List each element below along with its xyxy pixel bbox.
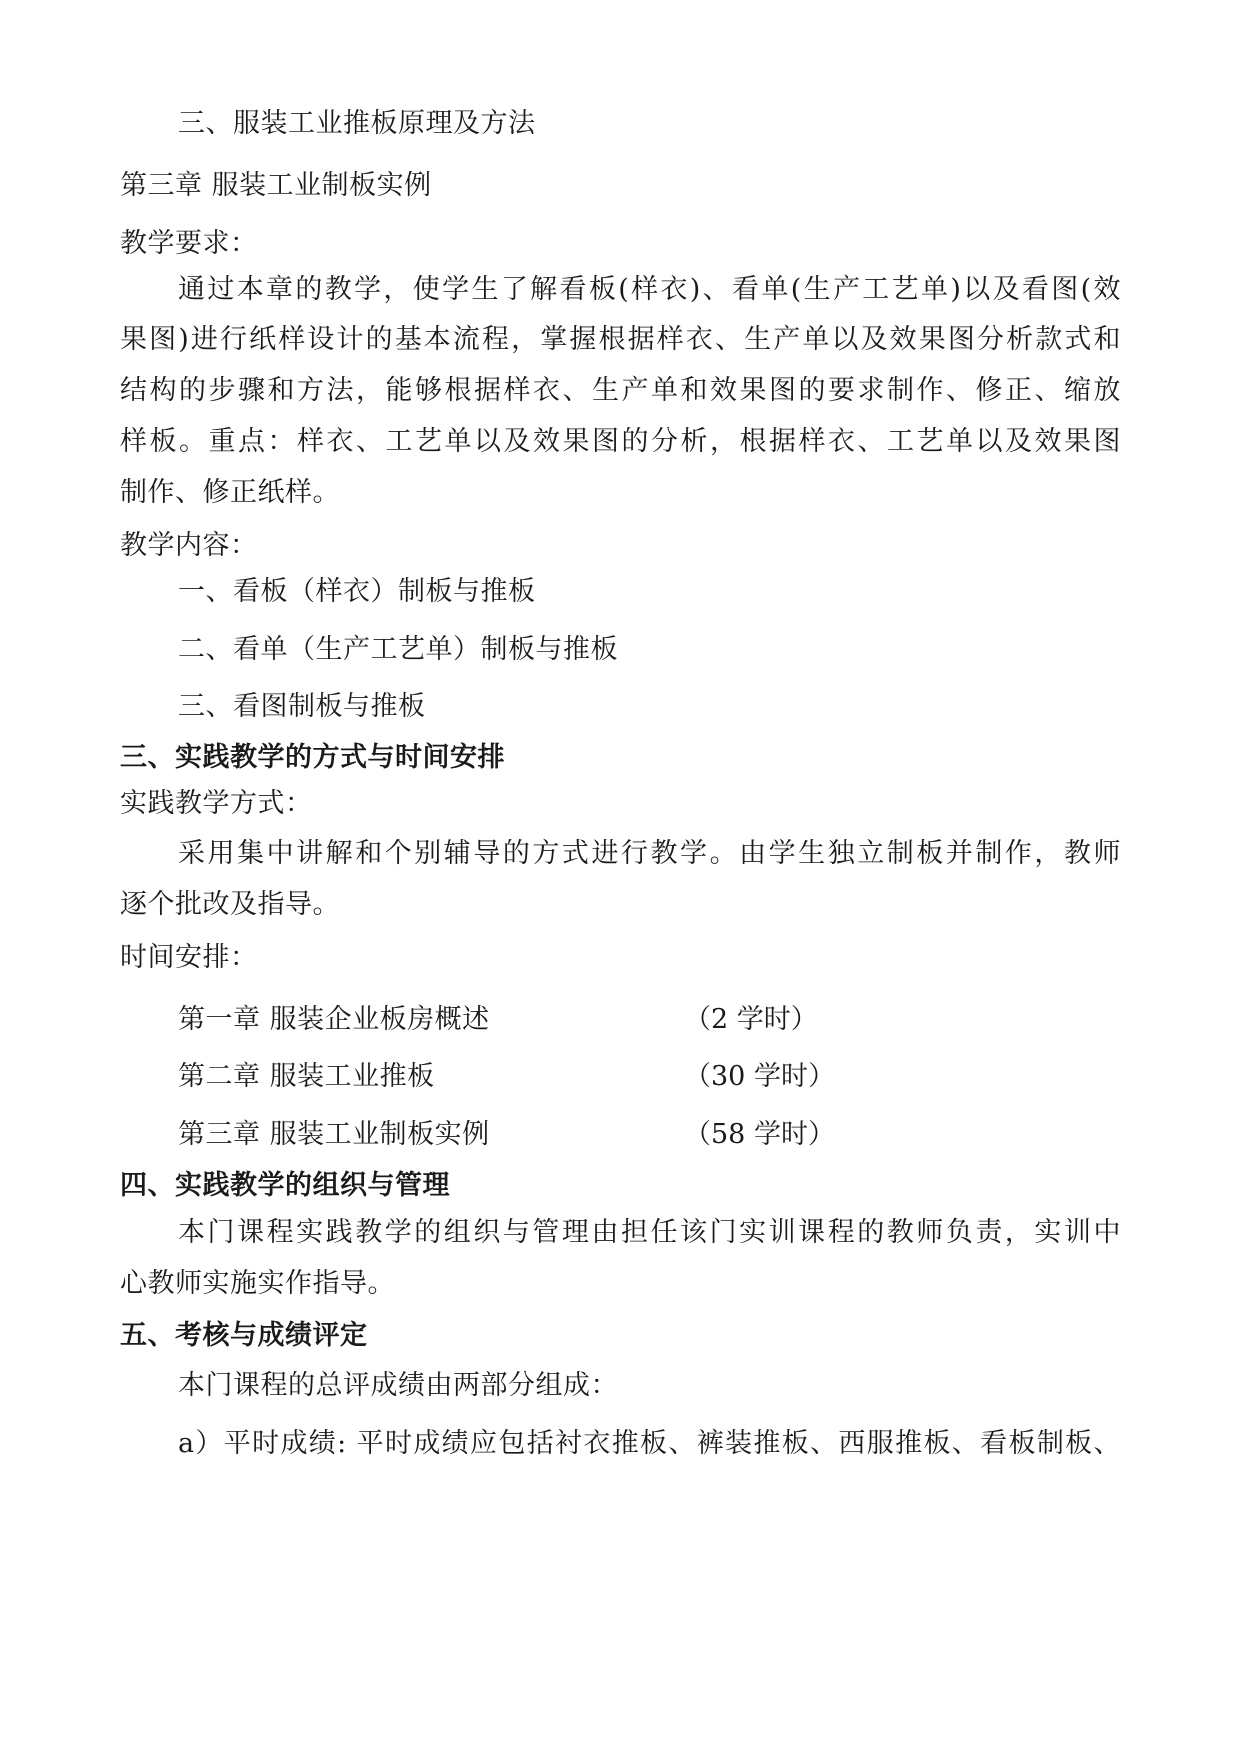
paragraph-line: 果图)进行纸样设计的基本流程，掌握根据样衣、生产单以及效果图分析款式和 <box>120 324 1121 355</box>
list-item: 一、看板（样衣）制板与推板 <box>178 576 536 607</box>
paragraph-line: 本门课程的总评成绩由两部分组成： <box>178 1370 618 1401</box>
schedule-hours: （30 学时） <box>684 1061 835 1092</box>
schedule-hours: （58 学时） <box>684 1119 835 1150</box>
list-item: 二、看单（生产工艺单）制板与推板 <box>178 634 618 665</box>
schedule-chapter: 第一章 服装企业板房概述 <box>178 1004 490 1035</box>
section-heading: 三、实践教学的方式与时间安排 <box>120 742 505 773</box>
paragraph-line: 结构的步骤和方法，能够根据样衣、生产单和效果图的要求制作、修正、缩放 <box>120 375 1121 406</box>
section-heading: 四、实践教学的组织与管理 <box>120 1170 450 1201</box>
subheading-content: 教学内容： <box>120 530 258 561</box>
subheading-schedule: 时间安排： <box>120 942 258 973</box>
schedule-chapter: 第三章 服装工业制板实例 <box>178 1119 490 1150</box>
paragraph-line: 采用集中讲解和个别辅导的方式进行教学。由学生独立制板并制作，教师 <box>178 838 1121 869</box>
schedule-hours: （2 学时） <box>684 1004 818 1035</box>
section-heading: 五、考核与成绩评定 <box>120 1320 368 1351</box>
paragraph-line: 样板。重点：样衣、工艺单以及效果图的分析，根据样衣、工艺单以及效果图 <box>120 426 1121 457</box>
paragraph-line: 制作、修正纸样。 <box>120 477 340 508</box>
section-item: 三、服装工业推板原理及方法 <box>178 108 536 139</box>
paragraph-line: a）平时成绩: 平时成绩应包括衬衣推板、裤装推板、西服推板、看板制板、 <box>178 1428 1121 1459</box>
subheading-method: 实践教学方式： <box>120 788 313 819</box>
paragraph-line: 逐个批改及指导。 <box>120 889 340 920</box>
paragraph-line: 本门课程实践教学的组织与管理由担任该门实训课程的教师负责，实训中 <box>178 1217 1121 1248</box>
paragraph-line: 通过本章的教学，使学生了解看板(样衣)、看单(生产工艺单)以及看图(效 <box>178 274 1121 305</box>
paragraph-line: 心教师实施实作指导。 <box>120 1268 395 1299</box>
chapter-heading: 第三章 服装工业制板实例 <box>120 170 432 201</box>
schedule-chapter: 第二章 服装工业推板 <box>178 1061 435 1092</box>
list-item: 三、看图制板与推板 <box>178 691 426 722</box>
subheading-requirements: 教学要求： <box>120 228 258 259</box>
